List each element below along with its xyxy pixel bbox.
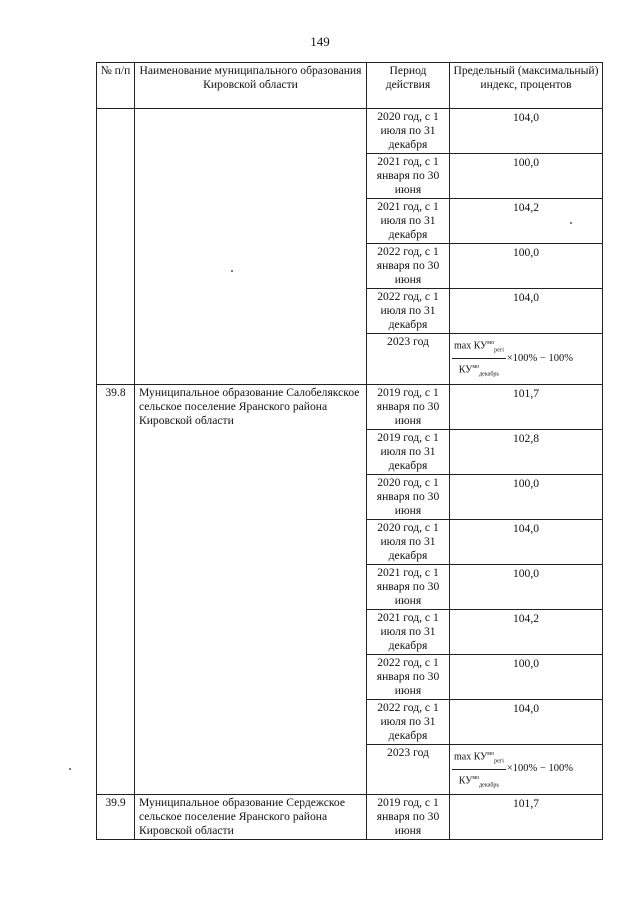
formula-den-main: КУ bbox=[458, 775, 473, 787]
municipality-name: Муниципальное образование Салобелякское сельское поселение Яранского района Кировской области bbox=[135, 384, 367, 795]
formula-den-sup: мо bbox=[472, 774, 480, 781]
index-value: 100,0 bbox=[450, 654, 603, 699]
period-cell: 2020 год, с 1 июля по 31 декабря bbox=[367, 109, 450, 154]
formula-num-sub: регі bbox=[494, 757, 504, 764]
formula-denominator bbox=[452, 359, 506, 381]
row-number: 39.8 bbox=[97, 384, 135, 795]
period-cell: 2021 год, с 1 января по 30 июня bbox=[367, 564, 450, 609]
header-period: Период действия bbox=[367, 63, 450, 109]
period-cell: 2022 год, с 1 января по 30 июня bbox=[367, 654, 450, 699]
formula-numerator bbox=[452, 747, 506, 770]
row-number: 39.9 bbox=[97, 795, 135, 840]
index-value: 100,0 bbox=[450, 154, 603, 199]
index-formula bbox=[450, 334, 603, 385]
period-cell: 2020 год, с 1 января по 30 июня bbox=[367, 474, 450, 519]
period-cell: 2022 год, с 1 января по 30 июня bbox=[367, 244, 450, 289]
index-value: 102,8 bbox=[450, 429, 603, 474]
period-cell: 2021 год, с 1 июля по 31 декабря bbox=[367, 609, 450, 654]
period-cell: 2019 год, с 1 января по 30 июня bbox=[367, 384, 450, 429]
municipality-name: Муниципальное образование Сердежское сельское поселение Яранского района Кировской области bbox=[135, 795, 367, 840]
scan-speck bbox=[69, 768, 71, 770]
index-value: 100,0 bbox=[450, 244, 603, 289]
formula-rest: ×100% − 100% bbox=[506, 763, 573, 775]
formula-den-sub: декабрь bbox=[479, 371, 500, 378]
formula-num-sub: регі bbox=[494, 347, 504, 354]
formula-fraction bbox=[452, 747, 506, 793]
formula-num-sup: мо bbox=[487, 750, 495, 757]
page-number: 149 bbox=[310, 34, 330, 49]
formula-den-sup: мо bbox=[472, 364, 480, 371]
period-cell: 2022 год, с 1 июля по 31 декабря bbox=[367, 699, 450, 744]
index-value: 104,2 bbox=[450, 609, 603, 654]
formula-num-sup: мо bbox=[487, 340, 495, 346]
index-value: 101,7 bbox=[450, 384, 603, 429]
period-cell: 2023 год bbox=[367, 744, 450, 795]
formula-numerator bbox=[452, 336, 506, 359]
header-num: № п/п bbox=[97, 63, 135, 109]
scan-speck bbox=[570, 222, 572, 224]
index-value: 100,0 bbox=[450, 474, 603, 519]
period-cell: 2023 год bbox=[367, 334, 450, 385]
index-value: 104,0 bbox=[450, 109, 603, 154]
index-value: 104,0 bbox=[450, 699, 603, 744]
index-formula bbox=[450, 744, 603, 795]
index-value: 104,0 bbox=[450, 519, 603, 564]
formula-fraction bbox=[452, 336, 506, 382]
municipality-name bbox=[135, 109, 367, 385]
period-cell: 2021 год, с 1 июля по 31 декабря bbox=[367, 199, 450, 244]
formula-den-main: КУ bbox=[458, 364, 473, 376]
header-name: Наименование муниципального образования Кировской области bbox=[135, 63, 367, 109]
table-row bbox=[97, 795, 603, 840]
period-cell: 2022 год, с 1 июля по 31 декабря bbox=[367, 289, 450, 334]
index-value: 104,2 bbox=[450, 199, 603, 244]
formula-denominator bbox=[452, 770, 506, 792]
formula-rest: ×100% − 100% bbox=[506, 352, 573, 364]
table-row bbox=[97, 384, 603, 429]
tariff-index-table bbox=[96, 62, 603, 840]
table-row bbox=[97, 109, 603, 154]
scan-speck bbox=[231, 270, 233, 272]
index-value: 104,0 bbox=[450, 289, 603, 334]
period-cell: 2021 год, с 1 января по 30 июня bbox=[367, 154, 450, 199]
index-value: 101,7 bbox=[450, 795, 603, 840]
formula-den-sub: декабрь bbox=[479, 782, 500, 789]
period-cell: 2019 год, с 1 июля по 31 декабря bbox=[367, 429, 450, 474]
period-cell: 2020 год, с 1 июля по 31 декабря bbox=[367, 519, 450, 564]
header-index: Предельный (максимальный) индекс, процентов bbox=[450, 63, 603, 109]
row-number bbox=[97, 109, 135, 385]
formula-num-main: max КУ bbox=[454, 750, 488, 762]
table-header-row bbox=[97, 63, 603, 109]
index-value: 100,0 bbox=[450, 564, 603, 609]
formula-num-main: max КУ bbox=[454, 340, 488, 352]
period-cell: 2019 год, с 1 января по 30 июня bbox=[367, 795, 450, 840]
